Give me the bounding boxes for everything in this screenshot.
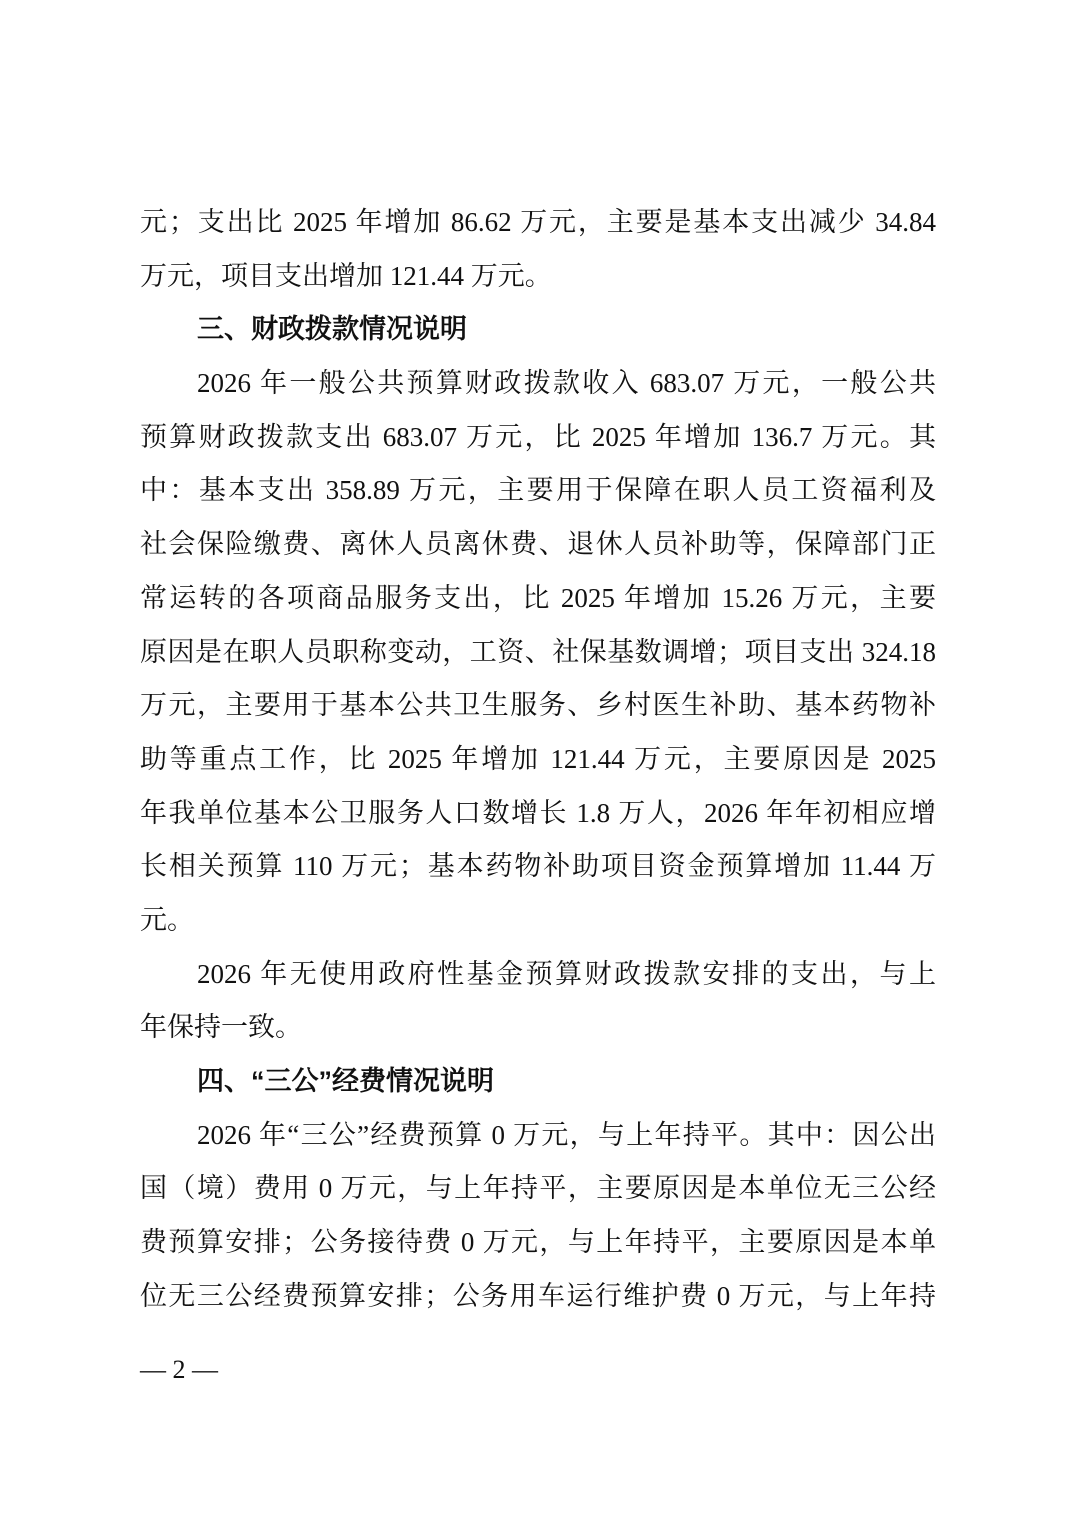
section-heading <box>140 1055 936 1109</box>
heading-text: 三、财政拨款情况说明 <box>197 314 467 345</box>
text-line: 元。 <box>140 904 194 935</box>
text-line: 助等重点工作，比 2025 年增加 121.44 万元，主要原因是 2025 <box>140 743 936 774</box>
text-line: 常运转的各项商品服务支出，比 2025 年增加 15.26 万元，主要 <box>140 582 936 613</box>
paragraph <box>140 357 936 948</box>
section-heading <box>140 303 936 357</box>
text-line: 预算财政拨款支出 683.07 万元，比 2025 年增加 136.7 万元。其 <box>140 421 936 452</box>
paragraph <box>140 1109 936 1324</box>
paragraph <box>140 196 936 303</box>
paragraph <box>140 948 936 1055</box>
text-line: 国（境）费用 0 万元，与上年持平，主要原因是本单位无三公经 <box>140 1173 936 1204</box>
text-line: 元；支出比 2025 年增加 86.62 万元，主要是基本支出减少 34.84 <box>140 207 936 237</box>
text-line: 费预算安排；公务接待费 0 万元，与上年持平，主要原因是本单 <box>140 1227 936 1258</box>
document-body <box>140 196 936 1323</box>
text-line: 年保持一致。 <box>140 1012 302 1043</box>
heading-text: 四、“三公”经费情况说明 <box>197 1066 494 1096</box>
text-line: 2026 年一般公共预算财政拨款收入 683.07 万元，一般公共 <box>197 368 936 399</box>
text-line: 长相关预算 110 万元；基本药物补助项目资金预算增加 11.44 万 <box>140 851 936 882</box>
text-line: 原因是在职人员职称变动，工资、社保基数调增；项目支出 324.18 <box>140 636 936 667</box>
text-line: 万元，项目支出增加 121.44 万元。 <box>140 260 552 291</box>
page-number: — 2 — <box>140 1355 218 1384</box>
text-line: 中：基本支出 358.89 万元，主要用于保障在职人员工资福利及 <box>140 475 936 506</box>
text-line: 万元，主要用于基本公共卫生服务、乡村医生补助、基本药物补 <box>140 690 936 721</box>
text-line: 年我单位基本公卫服务人口数增长 1.8 万人，2026 年年初相应增 <box>140 797 936 828</box>
text-line: 2026 年“三公”经费预算 0 万元，与上年持平。其中：因公出 <box>197 1119 936 1150</box>
text-line: 社会保险缴费、离休人员离休费、退休人员补助等，保障部门正 <box>140 529 936 560</box>
text-line: 位无三公经费预算安排；公务用车运行维护费 0 万元，与上年持 <box>140 1280 936 1311</box>
text-line: 2026 年无使用政府性基金预算财政拨款安排的支出，与上 <box>197 958 936 989</box>
